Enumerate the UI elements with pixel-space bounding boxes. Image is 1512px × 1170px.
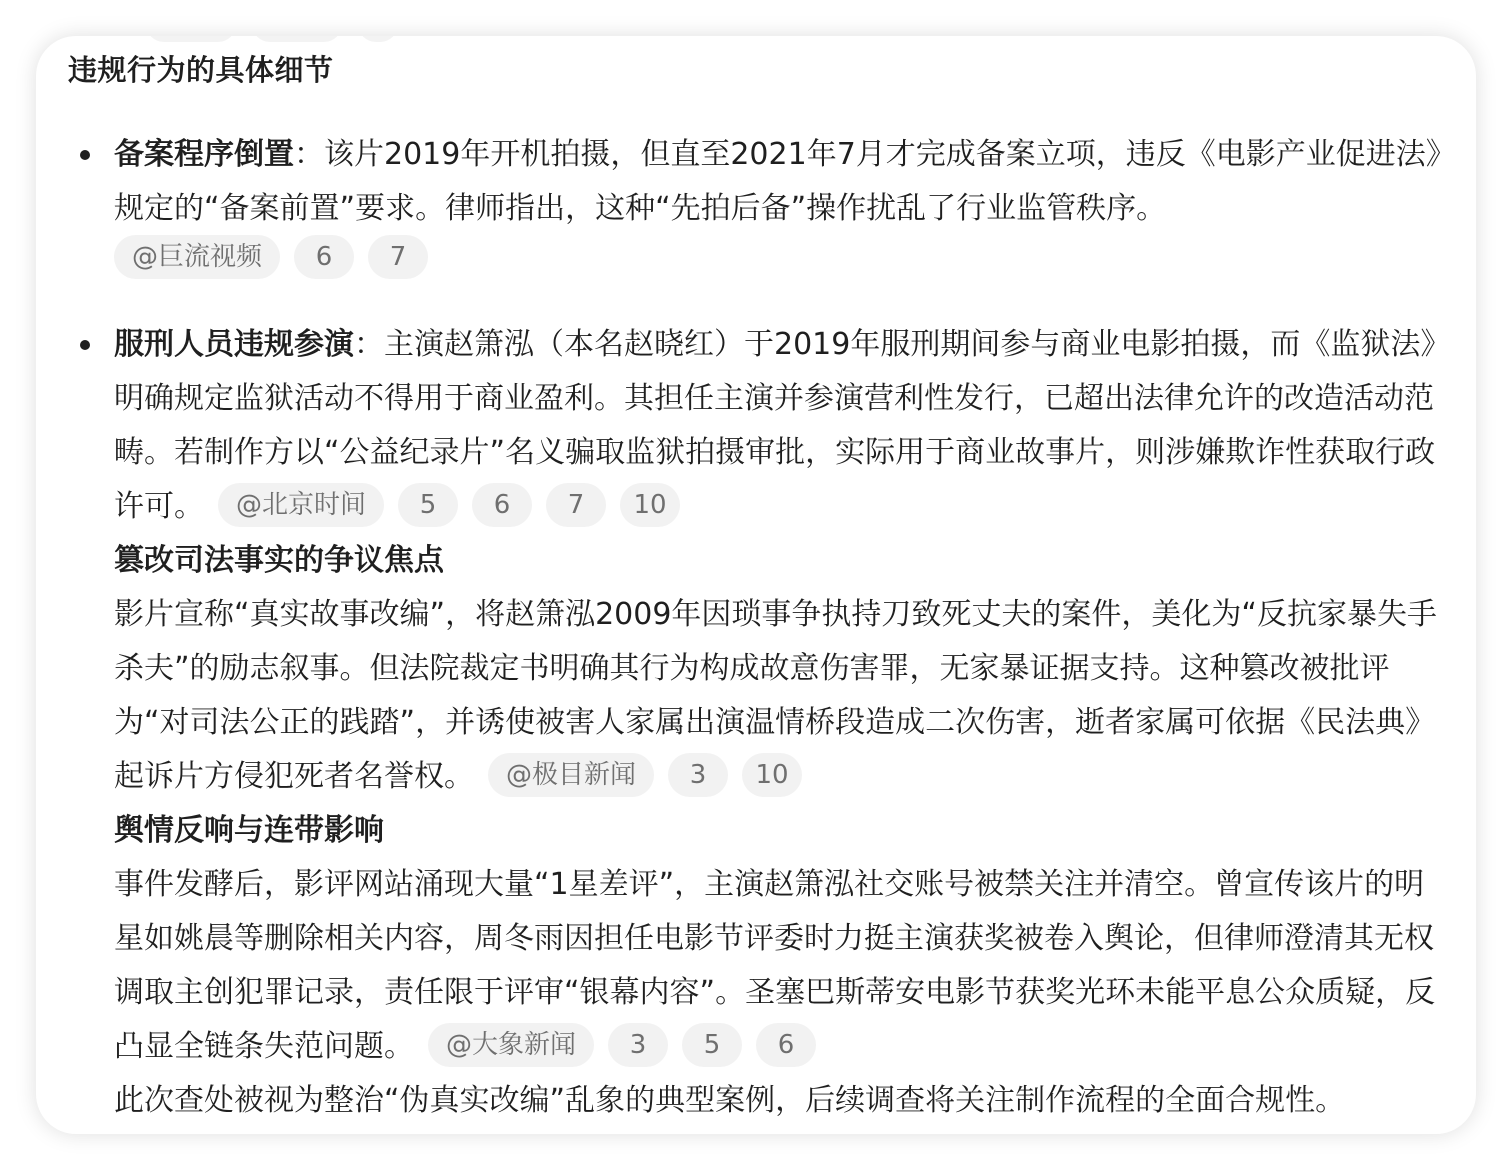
citation-row bbox=[114, 238, 428, 282]
reference-chip[interactable]: 3 bbox=[668, 753, 728, 797]
reference-chip[interactable]: 10 bbox=[620, 483, 680, 527]
paragraph-text: 事件发酵后，影评网站涌现大量“1星差评”，主演赵箫泓社交账号被禁关注并清空。曾宣传该片的明星如姚晨等删除相关内容，周冬雨因担任电影节评委时力挺主演获奖被卷入舆论，但律师澄清其无权调取主创犯罪记录，责任限于评审“银幕内容”。圣塞巴斯蒂安电影节获奖光环未能平息公众质疑，反凸显全链条失范问题。 bbox=[114, 867, 1436, 1064]
section-title: 违规行为的具体细节 bbox=[68, 53, 334, 87]
subsection-paragraph bbox=[114, 588, 1444, 804]
reference-chip[interactable]: 7 bbox=[546, 483, 606, 527]
source-chip[interactable]: @大象新闻 bbox=[428, 1023, 594, 1067]
source-chip[interactable]: @极目新闻 bbox=[488, 753, 654, 797]
subsection-heading: 舆情反响与连带影响 bbox=[114, 813, 384, 848]
reference-chip[interactable]: 10 bbox=[742, 753, 802, 797]
subsection-paragraph bbox=[114, 858, 1444, 1074]
previous-source-chips bbox=[146, 36, 398, 42]
list-item bbox=[114, 128, 1444, 236]
reference-chip[interactable]: 3 bbox=[608, 1023, 668, 1067]
faded-chip bbox=[146, 36, 236, 42]
item-text: ：该片2019年开机拍摄，但直至2021年7月才完成备案立项，违反《电影产业促进法》规定的“备案前置”要求。律师指出，这种“先拍后备”操作扰乱了行业监管秩序。 bbox=[114, 137, 1441, 226]
reference-chip[interactable]: 7 bbox=[368, 235, 428, 279]
item-label: 服刑人员违规参演 bbox=[114, 327, 354, 362]
faded-chip bbox=[358, 36, 398, 42]
source-chip[interactable]: @北京时间 bbox=[218, 483, 384, 527]
reference-chip[interactable]: 6 bbox=[294, 235, 354, 279]
faded-chip bbox=[252, 36, 342, 42]
reference-chip[interactable]: 6 bbox=[472, 483, 532, 527]
item-label: 备案程序倒置 bbox=[114, 137, 294, 172]
bullet-dot bbox=[80, 150, 90, 160]
closing-paragraph: 此次查处被视为整治“伪真实改编”乱象的典型案例，后续调查将关注制作流程的全面合规性。 bbox=[114, 1083, 1346, 1118]
list-item bbox=[114, 318, 1444, 534]
reference-chip[interactable]: 5 bbox=[682, 1023, 742, 1067]
source-chip[interactable]: @巨流视频 bbox=[114, 235, 280, 279]
subsection-heading: 篡改司法事实的争议焦点 bbox=[114, 543, 444, 578]
reference-chip[interactable]: 5 bbox=[398, 483, 458, 527]
item-text: ：主演赵箫泓（本名赵晓红）于2019年服刑期间参与商业电影拍摄，而《监狱法》明确规定监狱活动不得用于商业盈利。其担任主演并参演营利性发行，已超出法律允许的改造活动范畴。若制作方以“公益纪录片”名义骗取监狱拍摄审批，实际用于商业故事片，则涉嫌欺诈性获取行政许可。 bbox=[114, 327, 1436, 524]
answer-card bbox=[36, 36, 1476, 1134]
reference-chip[interactable]: 6 bbox=[756, 1023, 816, 1067]
paragraph-text: 影片宣称“真实故事改编”，将赵箫泓2009年因琐事争执持刀致死丈夫的案件，美化为“反抗家暴失手杀夫”的励志叙事。但法院裁定书明确其行为构成故意伤害罪，无家暴证据支持。这种篡改被批评为“对司法公正的践踏”，并诱使被害人家属出演温情桥段造成二次伤害，逝者家属可依据《民法典》起诉片方侵犯死者名誉权。 bbox=[114, 597, 1437, 794]
bullet-dot bbox=[80, 340, 90, 350]
